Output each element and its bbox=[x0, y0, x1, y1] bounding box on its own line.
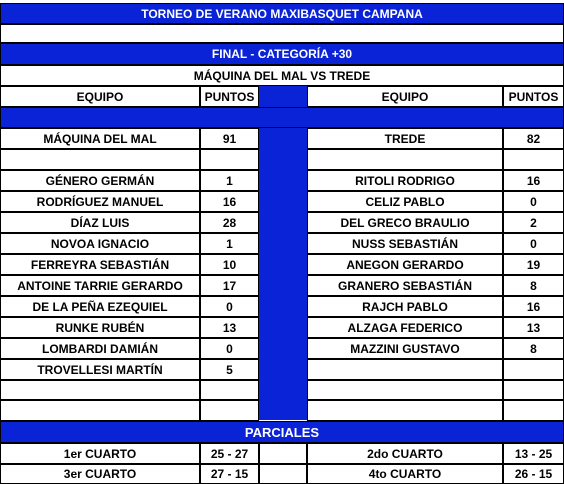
empty-cell bbox=[307, 149, 503, 170]
right-player-name: ALZAGA FEDERICO bbox=[307, 317, 503, 338]
quarter-score: 27 - 15 bbox=[200, 464, 259, 484]
quarter-label: 2do CUARTO bbox=[307, 443, 503, 464]
right-player-points: 8 bbox=[503, 338, 564, 359]
empty-cell bbox=[307, 400, 503, 421]
right-team-header: EQUIPO bbox=[307, 86, 503, 107]
center-divider bbox=[259, 128, 307, 420]
tournament-title: TORNEO DE VERANO MAXIBASQUET CAMPANA bbox=[0, 3, 564, 24]
quarter-label: 4to CUARTO bbox=[307, 464, 503, 484]
right-player-points: 8 bbox=[503, 275, 564, 296]
left-player-points: 10 bbox=[200, 254, 259, 275]
right-player-points bbox=[503, 359, 564, 380]
right-player-name bbox=[307, 359, 503, 380]
left-player-name: TROVELLESI MARTÍN bbox=[0, 359, 200, 380]
empty-cell bbox=[200, 149, 259, 170]
right-player-name: DEL GRECO BRAULIO bbox=[307, 212, 503, 233]
empty-cell bbox=[503, 380, 564, 400]
left-player-name: LOMBARDI DAMIÁN bbox=[0, 338, 200, 359]
left-player-points: 5 bbox=[200, 359, 259, 380]
right-player-points: 13 bbox=[503, 317, 564, 338]
left-points-header: PUNTOS bbox=[200, 86, 259, 107]
right-player-name: CELIZ PABLO bbox=[307, 191, 503, 212]
empty-cell bbox=[0, 380, 200, 400]
right-team-name: TREDE bbox=[307, 128, 503, 149]
left-player-points: 16 bbox=[200, 191, 259, 212]
empty-cell bbox=[503, 400, 564, 421]
left-player-name: DÍAZ LUIS bbox=[0, 212, 200, 233]
quarter-label: 1er CUARTO bbox=[0, 443, 200, 464]
right-player-name: MAZZINI GUSTAVO bbox=[307, 338, 503, 359]
quarter-score: 25 - 27 bbox=[200, 443, 259, 464]
left-team-header: EQUIPO bbox=[0, 86, 200, 107]
left-player-points: 13 bbox=[200, 317, 259, 338]
left-player-points: 1 bbox=[200, 233, 259, 254]
empty-cell bbox=[307, 380, 503, 400]
quarter-label: 3er CUARTO bbox=[0, 464, 200, 484]
header-divider bbox=[259, 86, 307, 107]
left-player-points: 28 bbox=[200, 212, 259, 233]
left-player-name: ANTOINE TARRIE GERARDO bbox=[0, 275, 200, 296]
game-title: FINAL - CATEGORÍA +30 bbox=[0, 43, 564, 65]
parciales-title: PARCIALES bbox=[0, 421, 564, 443]
right-player-points: 2 bbox=[503, 212, 564, 233]
left-player-name: GÉNERO GERMÁN bbox=[0, 170, 200, 191]
empty-cell bbox=[259, 443, 307, 464]
right-player-points: 16 bbox=[503, 296, 564, 317]
empty-cell bbox=[0, 149, 200, 170]
empty-cell bbox=[200, 380, 259, 400]
empty-cell bbox=[200, 400, 259, 421]
empty-cell bbox=[503, 149, 564, 170]
right-player-name: RITOLI RODRIGO bbox=[307, 170, 503, 191]
left-player-points: 0 bbox=[200, 338, 259, 359]
right-player-name: NUSS SEBASTIÁN bbox=[307, 233, 503, 254]
right-player-name: ANEGON GERARDO bbox=[307, 254, 503, 275]
left-team-score: 91 bbox=[200, 128, 259, 149]
left-player-points: 0 bbox=[200, 296, 259, 317]
empty-cell bbox=[0, 400, 200, 421]
spacer-row bbox=[0, 24, 564, 43]
left-player-points: 1 bbox=[200, 170, 259, 191]
right-player-name: RAJCH PABLO bbox=[307, 296, 503, 317]
left-player-name: FERREYRA SEBASTIÁN bbox=[0, 254, 200, 275]
matchup-title: MÁQUINA DEL MAL VS TREDE bbox=[0, 65, 564, 86]
right-player-points: 19 bbox=[503, 254, 564, 275]
left-player-points: 17 bbox=[200, 275, 259, 296]
right-player-points: 0 bbox=[503, 233, 564, 254]
right-player-name: GRANERO SEBASTIÁN bbox=[307, 275, 503, 296]
left-player-name: NOVOA IGNACIO bbox=[0, 233, 200, 254]
quarter-score: 13 - 25 bbox=[503, 443, 564, 464]
quarter-score: 26 - 15 bbox=[503, 464, 564, 484]
left-player-name: RODRÍGUEZ MANUEL bbox=[0, 191, 200, 212]
blue-separator bbox=[0, 107, 564, 128]
left-team-name: MÁQUINA DEL MAL bbox=[0, 128, 200, 149]
right-player-points: 0 bbox=[503, 191, 564, 212]
right-player-points: 16 bbox=[503, 170, 564, 191]
empty-cell bbox=[259, 464, 307, 484]
left-player-name: DE LA PEÑA EZEQUIEL bbox=[0, 296, 200, 317]
right-team-score: 82 bbox=[503, 128, 564, 149]
left-player-name: RUNKE RUBÉN bbox=[0, 317, 200, 338]
right-points-header: PUNTOS bbox=[503, 86, 564, 107]
